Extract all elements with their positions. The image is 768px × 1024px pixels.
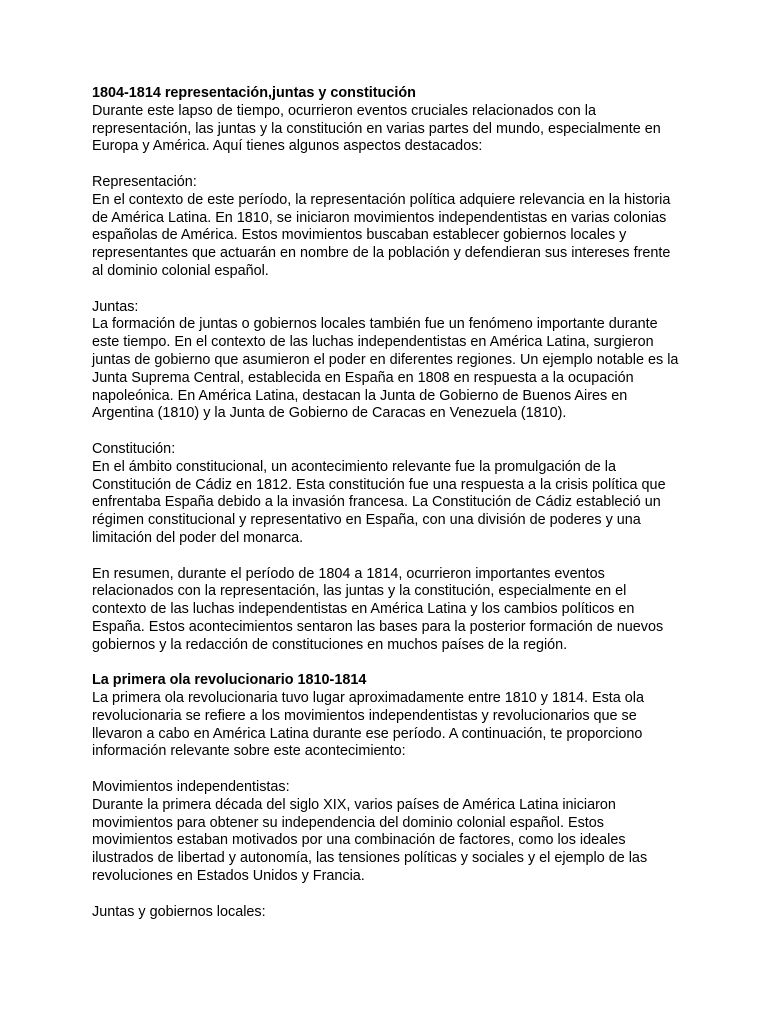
text-line: Durante la primera década del siglo XIX, varios países de América Latina iniciaron bbox=[92, 796, 616, 813]
text-line: al dominio colonial español. bbox=[92, 262, 269, 279]
heading-text: 1804-1814 representación,juntas y constitución bbox=[92, 85, 416, 101]
text-line: Movimientos independentistas: bbox=[92, 779, 290, 796]
paragraph-spacer bbox=[92, 423, 692, 441]
text-line: La formación de juntas o gobiernos locales también fue un fenómeno importante durante bbox=[92, 316, 658, 333]
paragraph bbox=[92, 441, 692, 548]
paragraph-spacer bbox=[92, 281, 692, 299]
heading-text: La primera ola revolucionario 1810-1814 bbox=[92, 672, 367, 689]
paragraph-spacer bbox=[92, 548, 692, 566]
text-line: Representación: bbox=[92, 173, 197, 190]
text-line: representantes que actuarán en nombre de la población y defendieran sus intereses frente bbox=[92, 245, 671, 262]
paragraph bbox=[92, 690, 692, 761]
text-line: Junta Suprema Central, establecida en España en 1808 en respuesta a la ocupación bbox=[92, 369, 634, 386]
text-line: En el ámbito constitucional, un acontecimiento relevante fue la promulgación de la bbox=[92, 458, 616, 475]
section-heading bbox=[92, 85, 692, 103]
text-line: juntas de gobierno que asumieron el poder en diferentes regiones. Un ejemplo notable es la bbox=[92, 351, 679, 368]
text-line: llevaron a cabo en América Latina durante ese período. A continuación, te proporciono bbox=[92, 725, 643, 742]
document-page bbox=[92, 85, 692, 921]
paragraph bbox=[92, 779, 692, 886]
paragraph bbox=[92, 904, 692, 922]
paragraph bbox=[92, 103, 692, 156]
text-line: gobiernos y la redacción de constituciones en muchos países de la región. bbox=[92, 636, 568, 653]
text-line: En resumen, durante el período de 1804 a 1814, ocurrieron importantes eventos bbox=[92, 565, 605, 582]
section-heading bbox=[92, 672, 692, 690]
paragraph-spacer bbox=[92, 655, 692, 673]
text-line: de América Latina. En 1810, se iniciaron movimientos independentistas en varias colonias bbox=[92, 209, 667, 226]
paragraph-spacer bbox=[92, 886, 692, 904]
text-line: movimientos para obtener su independencia del dominio colonial español. Estos bbox=[92, 814, 604, 831]
text-line: régimen constitucional y representativo en España, con una división de poderes y una bbox=[92, 512, 641, 529]
paragraph bbox=[92, 299, 692, 424]
text-line: contexto de las luchas independentistas en América Latina y los cambios políticos en bbox=[92, 601, 635, 618]
paragraph bbox=[92, 174, 692, 281]
text-line: españolas de América. Estos movimientos buscaban establecer gobiernos locales y bbox=[92, 227, 627, 244]
paragraph-spacer bbox=[92, 156, 692, 174]
text-line: Constitución de Cádiz en 1812. Esta constitución fue una respuesta a la crisis política que bbox=[92, 476, 666, 493]
text-line: revoluciones en Estados Unidos y Francia. bbox=[92, 868, 365, 885]
text-line: revolucionaria se refiere a los movimientos independentistas y revolucionarios que se bbox=[92, 707, 637, 724]
text-line: Argentina (1810) y la Junta de Gobierno de Caracas en Venezuela (1810). bbox=[92, 405, 567, 422]
text-line: Durante este lapso de tiempo, ocurrieron eventos cruciales relacionados con la bbox=[92, 102, 596, 119]
text-line: ilustrados de libertad y autonomía, las tensiones políticas y sociales y el ejemplo de las bbox=[92, 850, 648, 867]
text-line: Juntas y gobiernos locales: bbox=[92, 903, 266, 920]
text-line: enfrentaba España debido a la invasión francesa. La Constitución de Cádiz estableció un bbox=[92, 494, 661, 511]
text-line: representación, las juntas y la constitución en varias partes del mundo, especialmente en bbox=[92, 120, 661, 137]
text-line: información relevante sobre este acontecimiento: bbox=[92, 743, 406, 760]
text-line: limitación del poder del monarca. bbox=[92, 529, 304, 546]
text-line: relacionados con la representación, las juntas y la constitución, especialmente en el bbox=[92, 583, 627, 600]
text-line: España. Estos acontecimientos sentaron las bases para la posterior formación de nuevos bbox=[92, 618, 664, 635]
text-line: este tiempo. En el contexto de las luchas independentistas en América Latina, surgieron bbox=[92, 334, 654, 351]
text-line: En el contexto de este período, la representación política adquiere relevancia en la historia bbox=[92, 191, 671, 208]
text-line: La primera ola revolucionaria tuvo lugar aproximadamente entre 1810 y 1814. Esta ola bbox=[92, 690, 644, 707]
text-line: napoleónica. En América Latina, destacan la Junta de Gobierno de Buenos Aires en bbox=[92, 387, 628, 404]
text-line: Constitución: bbox=[92, 440, 176, 457]
text-line: movimientos estaban motivados por una combinación de factores, como los ideales bbox=[92, 832, 626, 849]
text-line: Europa y América. Aquí tienes algunos aspectos destacados: bbox=[92, 138, 483, 155]
text-line: Juntas: bbox=[92, 298, 139, 315]
paragraph bbox=[92, 566, 692, 655]
paragraph-spacer bbox=[92, 761, 692, 779]
